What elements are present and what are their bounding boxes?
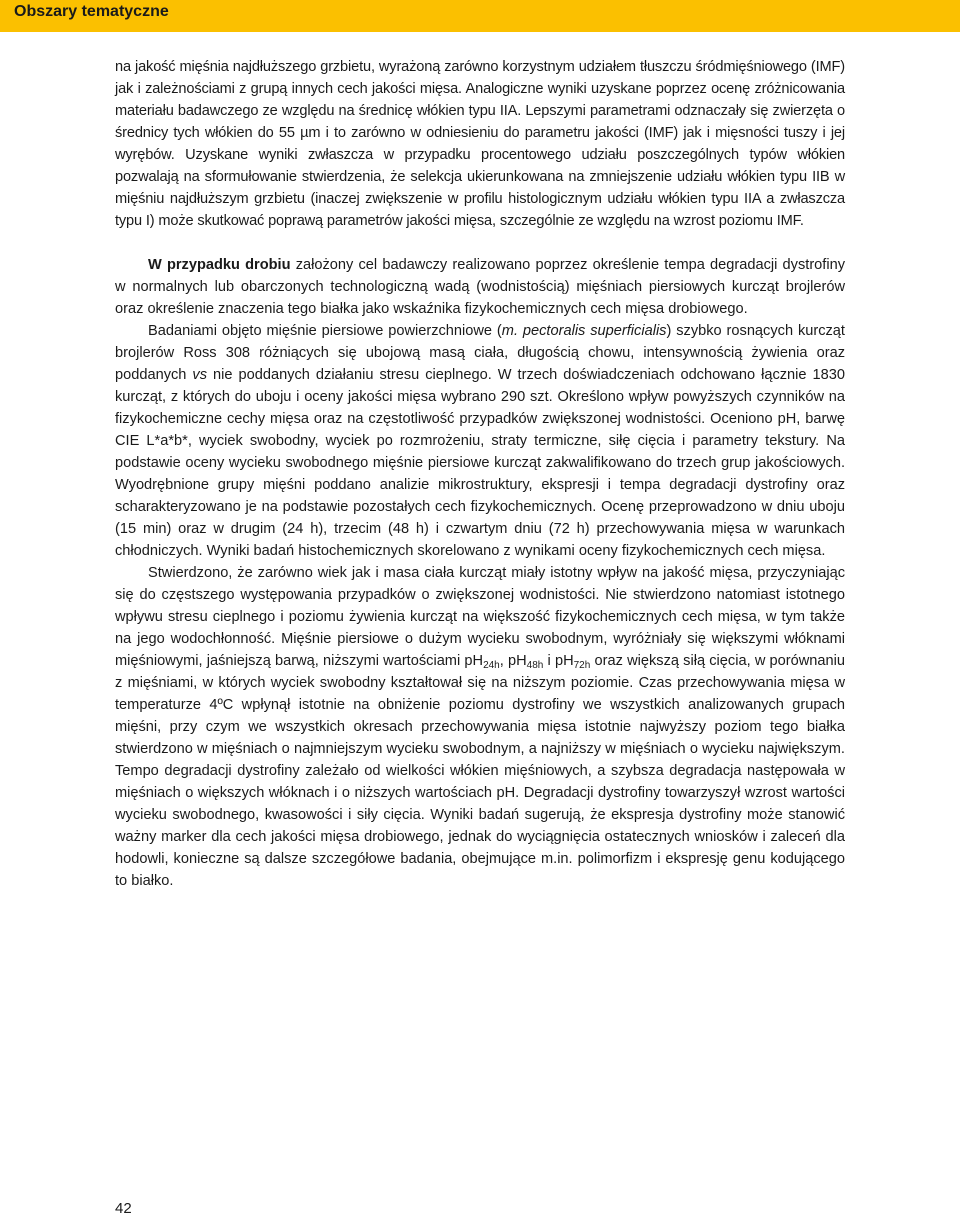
text-segment: oraz większą siłą cięcia, w porównaniu z mięśniami, w których wyciek swobodny kształtował się na niższym poziomie. Czas przechowywania mięsa w temperaturze 4ºC wpłynął istotnie na obniżenie poziomu dystrofiny we wszystkich analizowanych grupach mięśni, przy czym we wszystkich okresach przechowywania mięsa istotnie najwyższy poziom tego białka stwierdzono w mięśniach o najmniejszym wycieku swobodnym, a najniższy w mięśniach o wycieku największym. Tempo degradacji dystrofiny zależało od wielkości włókien mięśniowych, a szybsza degradacja następowała w mięśniach o większych włóknach i o niższych wartościach pH. Degradacji dystrofiny towarzyszył wzrost wartości wycieku swobodnego, kwasowości i siły cięcia. Wyniki badań sugerują, że ekspresja dystrofiny może stanowić ważny marker dla cech jakości mięsa drobiowego, jednak do wyciągnięcia ostatecznych wniosków i zaleceń dla hodowli, konieczne są dalsze szczegółowe badania, obejmujące m.in. polimorfizm i ekspresję genu kodującego to białko. xyxy=(115,653,846,889)
text-segment: , pH xyxy=(499,653,527,669)
text-segment: założony cel badawczy realizowano poprzez określenie tempa degradacji dystrofiny w normalnych lub obarczonych technologiczną wadą (wodnistością) mięśniach piersiowych kurcząt brojlerów oraz określenie znaczenia tego białka jako wskaźnika fizykochemicznych cech mięsa drobiowego. xyxy=(115,257,846,317)
text-segment: i pH xyxy=(543,653,574,669)
section-header-bar xyxy=(0,0,960,32)
subscript: 24h xyxy=(483,660,500,671)
italic-term: m. pectoralis superficialis xyxy=(501,323,667,339)
text-segment: na jakość mięśnia najdłuższego grzbietu, wyrażoną zarówno korzystnym udziałem tłuszczu śródmięśniowego (IMF) jak i zależnościami z grupą innych cech jakości mięsa. Analogiczne wyniki uzyskane poprzez ocenę zróżnicowania materiału badawczego ze względu na średnicę włókien typu IIA. Lepszymi parametrami odznaczały się zwierzęta o średnicy tych włókien do 55 µm i to zarówno w odniesieniu do parametru jakości (IMF) jak i mięsności tuszy i jej wyrębów. Uzyskane wyniki zwłaszcza w przypadku procentowego udziału poszczególnych typów włókien pozwalają na sformułowanie stwierdzenia, że selekcja ukierunkowana na zmniejszenie udziału włókien typu IIB w mięśniu najdłuższym grzbietu (inaczej zwiększenie w profilu histologicznym udziału włókien typu IIA a zwłaszcza typu I) może skutkować poprawą parametrów jakości mięsa, szczególnie ze względu na wzrost poziomu IMF. xyxy=(115,59,845,229)
paragraph-poultry-aim xyxy=(115,254,845,320)
paragraph-poultry-results xyxy=(115,562,845,892)
article-body xyxy=(115,56,845,892)
subscript: 48h xyxy=(526,660,544,671)
bold-lead-text: W przypadku drobiu xyxy=(148,257,291,273)
text-segment: nie poddanych działaniu stresu cieplnego. W trzech doświadczeniach odchowano łącznie 1830 kurcząt, z których do uboju i oceny jakości mięsa wybrano 290 szt. Określono wpływ powyższych czynników na fizykochemiczne cechy mięsa oraz na częstotliwość przypadków zwiększonej wodnistości. Oceniono pH, barwę CIE L*a*b*, wyciek swobodny, wyciek po rozmrożeniu, straty termiczne, siłę cięcia i parametry tekstury. Na podstawie oceny wycieku swobodnego mięśnie piersiowe kurcząt zakwalifikowano do trzech grup jakościowych. Wyodrębnione grupy mięśni poddano analizie mikrostruktury, ekspresji i tempa degradacji dystrofiny oraz scharakteryzowano je na podstawie pozostałych cech fizykochemicznych. Ocenę przeprowadzono w dniu uboju (15 min) oraz w drugim (24 h), trzecim (48 h) i czwartym dniu (72 h) przechowywania mięsa w warunkach chłodniczych. Wyniki badań histochemicznych skorelowano z wynikami oceny fizykochemicznych cech mięsa. xyxy=(115,367,845,559)
italic-term: vs xyxy=(192,367,208,383)
page-number: 42 xyxy=(115,1200,132,1217)
text-segment: ) szybko rosnących kurcząt brojlerów Ross 308 różniących się ubojową masą ciała, długością chowu, intensywnością żywienia oraz poddanych xyxy=(115,323,845,383)
paragraph-muscle-fiber-results xyxy=(115,56,845,232)
text-segment: Badaniami objęto mięśnie piersiowe powierzchniowe ( xyxy=(148,323,502,339)
section-title: Obszary tematyczne xyxy=(14,3,169,20)
text-segment: Stwierdzono, że zarówno wiek jak i masa ciała kurcząt miały istotny wpływ na jakość mięsa, przyczyniając się do częstszego występowania przypadków o zwiększonej wodnistości. Nie stwierdzono natomiast istotnego wpływu stresu cieplnego i poziomu żywienia kurcząt na większość fizykochemicznych cech mięsa, w tym także na jego wodochłonność. Mięśnie piersiowe o dużym wycieku swobodnym, wyróżniały się większymi włóknami mięśniowymi, jaśniejszą barwą, niższymi wartościami pH xyxy=(115,565,845,669)
paragraph-poultry-methods xyxy=(115,320,845,562)
subscript: 72h xyxy=(573,660,591,671)
